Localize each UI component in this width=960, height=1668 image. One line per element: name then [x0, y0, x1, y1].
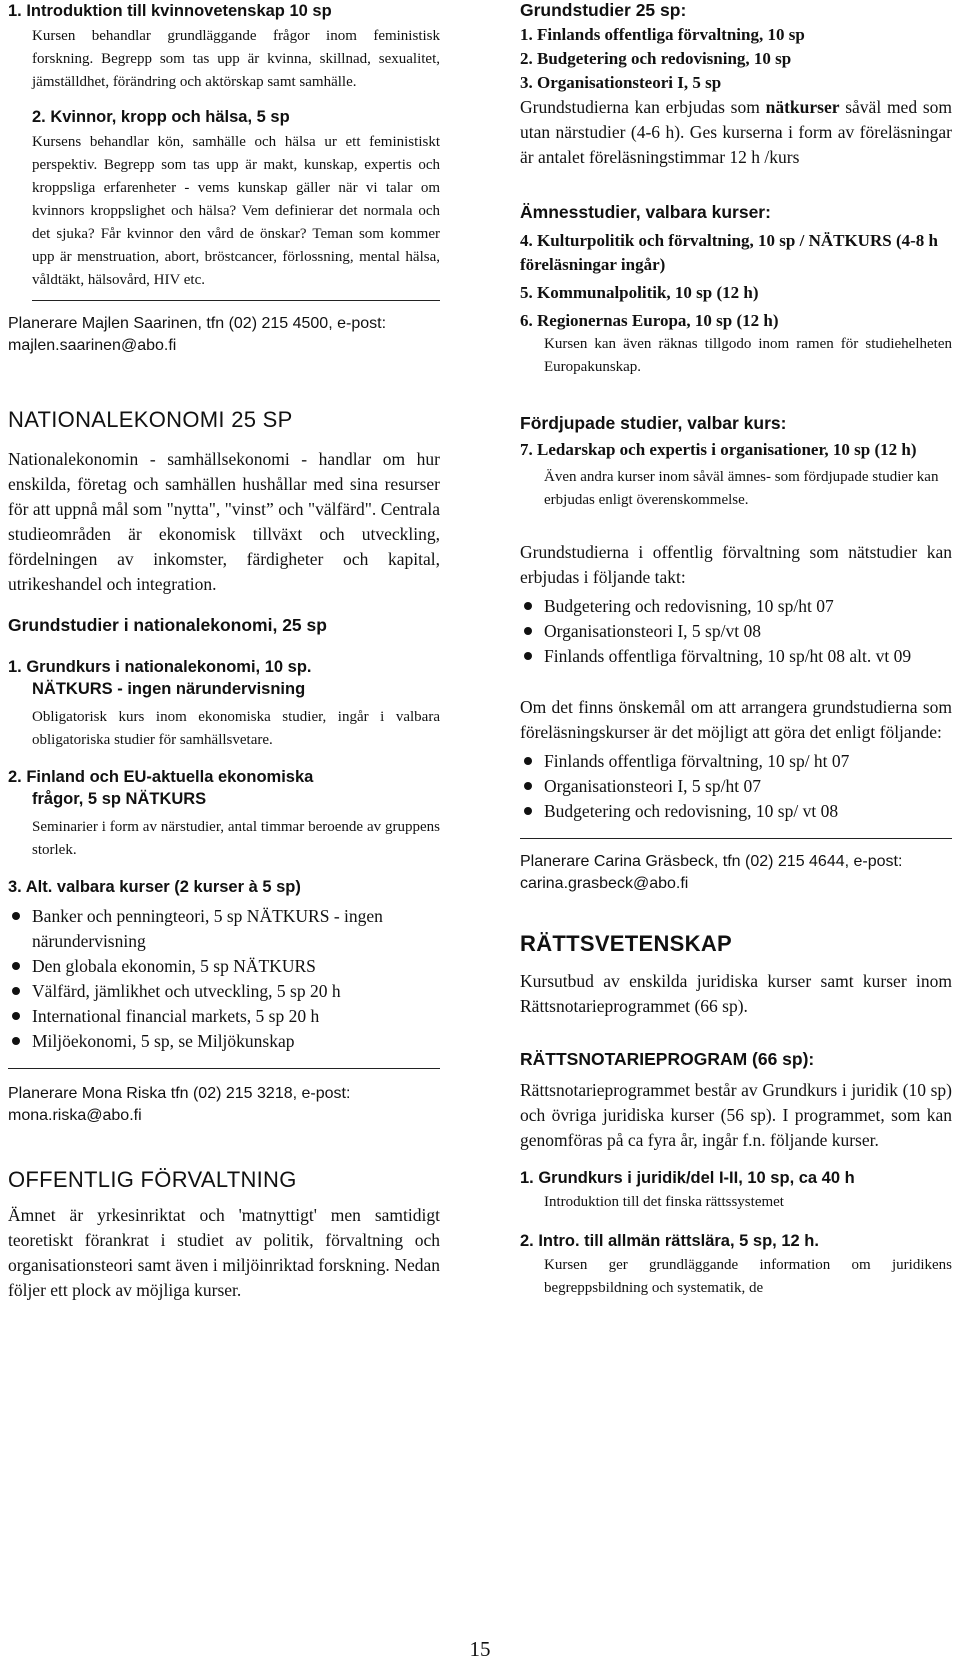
- right-column: [520, 0, 952, 1300]
- list-item: Miljöekonomi, 5 sp, se Miljökunskap: [8, 1029, 440, 1054]
- list-item: Organisationsteori I, 5 sp/vt 08: [520, 619, 952, 644]
- bullet-icon: [12, 1012, 20, 1020]
- bullet-icon: [12, 987, 20, 995]
- section-heading-offentlig-forvaltning: OFFENTLIG FÖRVALTNING: [8, 1167, 297, 1192]
- course-title: 2. Finland och EU-aktuella ekonomiska: [8, 768, 314, 786]
- course-title: 7. Ledarskap och expertis i organisationer, 10 sp (12 h): [520, 440, 917, 459]
- section-intro: Rättsnotarieprogrammet består av Grundkurs i juridik (10 sp) och övriga juridiska kurser (56 sp). I programmet, som kan genomföras på ca fyra år, ingår f.n. följande kurser.: [520, 1080, 952, 1150]
- course-title: 6. Regionernas Europa, 10 sp (12 h): [520, 311, 779, 330]
- list-item: International financial markets, 5 sp 20 h: [8, 1004, 440, 1029]
- bullet-icon: [524, 782, 532, 790]
- course-title-line2: NÄTKURS - ingen närundervisning: [32, 680, 306, 698]
- list-item: Budgetering och redovisning, 10 sp/ vt 08: [520, 799, 952, 824]
- planner-contact: Planerare Carina Gräsbeck, tfn (02) 215 4644, e-post: carina.grasbeck@abo.fi: [520, 853, 903, 892]
- course-description: Även andra kurser inom såväl ämnes- som fördjupade studier kan erbjudas enligt överenskommelse.: [544, 469, 939, 508]
- course-title-line2: frågor, 5 sp NÄTKURS: [32, 790, 207, 808]
- list-item: Budgetering och redovisning, 10 sp/ht 07: [520, 594, 952, 619]
- course-description: Kursens behandlar kön, samhälle och hälsa ur ett feministiskt perspektiv. Begrepp som tas upp är makt, kunskap, expertis och kroppsliga erfarenheter - vems kunskap gäller när vi talar om kvinnors kroppslighet och hälsa? Vem definierar det normala och det sjuka? Får kvinnor den vård de önskar? Teman som kommer upp är menstruation, abort, bröstcancer, förlossning, mental hälsa, våldtäkt, hälsovård, HIV etc.: [32, 134, 440, 288]
- divider: [520, 838, 952, 839]
- left-column: [8, 0, 440, 1303]
- course-title: 1. Grundkurs i juridik/del I-II, 10 sp, ca 40 h: [520, 1169, 855, 1187]
- course-title: 1. Introduktion till kvinnovetenskap 10 sp: [8, 2, 332, 20]
- section-intro: Ämnet är yrkesinriktat och 'matnyttigt' men samtidigt teoretiskt förankrat i studiet av politik, förvaltning och organisationsteori samt även i miljöinriktad forskning. Nedan följer ett plock av möjliga kurser.: [8, 1205, 440, 1300]
- schedule-list: [520, 594, 952, 669]
- paragraph: Grundstudierna i offentlig förvaltning som nätstudier kan erbjudas i följande takt:: [520, 542, 952, 587]
- section-intro: Nationalekonomin - samhällsekonomi - handlar om hur enskilda, företag och samhällen hushållar med sina resurser för att uppnå mål som "nytta", "vinst” och "välfärd". Centrala studieområden är ekonomisk tillväxt och utveckling, fördelningen av inkomster, färdigheter och kapital, utrikeshandel och integration.: [8, 449, 440, 594]
- planner-contact: Planerare Mona Riska tfn (02) 215 3218, e-post: mona.riska@abo.fi: [8, 1085, 351, 1124]
- bullet-icon: [524, 757, 532, 765]
- section-heading-rattsvetenskap: RÄTTSVETENSKAP: [520, 931, 732, 956]
- course-description: Kursen behandlar grundläggande frågor inom feministisk forskning. Begrepp som tas upp är kvinna, skillnad, sexualitet, jämställdhet, förändring och aktörskap samt samhälle.: [32, 28, 440, 90]
- course-title: 2. Intro. till allmän rättslära, 5 sp, 12 h.: [520, 1232, 819, 1250]
- bullet-icon: [12, 912, 20, 920]
- subsection-heading: Ämnesstudier, valbara kurser:: [520, 202, 771, 222]
- divider: [32, 300, 440, 301]
- list-item: Organisationsteori I, 5 sp/ht 07: [520, 774, 952, 799]
- divider: [8, 1068, 440, 1069]
- course-description: Obligatorisk kurs inom ekonomiska studier, ingår i valbara obligatoriska studier för samhällsvetare.: [32, 709, 440, 748]
- schedule-list: [520, 749, 952, 824]
- list-item: Välfärd, jämlikhet och utveckling, 5 sp 20 h: [8, 979, 440, 1004]
- bullet-icon: [12, 962, 20, 970]
- course-title: 1. Finlands offentliga förvaltning, 10 sp: [520, 25, 805, 44]
- list-item: Finlands offentliga förvaltning, 10 sp/ht 08 alt. vt 09: [520, 644, 952, 669]
- course-title: 2. Kvinnor, kropp och hälsa, 5 sp: [32, 108, 290, 126]
- section-intro: Kursutbud av enskilda juridiska kurser samt kurser inom Rättsnotarieprogrammet (66 sp).: [520, 971, 952, 1016]
- section-heading-nationalekonomi: NATIONALEKONOMI 25 SP: [8, 407, 293, 432]
- course-title: 4. Kulturpolitik och förvaltning, 10 sp / NÄTKURS (4-8 h föreläsningar ingår): [520, 231, 938, 274]
- planner-contact: Planerare Majlen Saarinen, tfn (02) 215 4500, e-post: majlen.saarinen@abo.fi: [8, 315, 387, 354]
- course-title: 3. Organisationsteori I, 5 sp: [520, 73, 722, 92]
- bullet-icon: [524, 652, 532, 660]
- course-description: Kursen ger grundläggande information om juridikens begreppsbildning och systematik, de: [544, 1257, 952, 1296]
- course-title: 3. Alt. valbara kurser (2 kurser à 5 sp): [8, 878, 301, 896]
- bullet-icon: [12, 1037, 20, 1045]
- course-description: Introduktion till det finska rättssystemet: [544, 1194, 784, 1210]
- list-item: Banker och penningteori, 5 sp NÄTKURS - ingen närundervisning: [8, 904, 440, 954]
- bullet-icon: [524, 627, 532, 635]
- elective-list: [8, 904, 440, 1054]
- bullet-icon: [524, 807, 532, 815]
- subsection-heading: RÄTTSNOTARIEPROGRAM (66 sp):: [520, 1049, 815, 1069]
- course-description: Kursen kan även räknas tillgodo inom ramen för studiehelheten Europakunskap.: [544, 336, 952, 375]
- subsection-heading: Grundstudier i nationalekonomi, 25 sp: [8, 615, 327, 635]
- course-description: Grundstudierna kan erbjudas som nätkurser såväl med som utan närstudier (4-6 h). Ges kurserna i form av föreläsningar är antalet föreläsningstimmar 12 h /kurs: [520, 97, 952, 167]
- list-item: Den globala ekonomin, 5 sp NÄTKURS: [8, 954, 440, 979]
- subsection-heading: Fördjupade studier, valbar kurs:: [520, 413, 787, 433]
- list-item: Finlands offentliga förvaltning, 10 sp/ ht 07: [520, 749, 952, 774]
- paragraph: Om det finns önskemål om att arrangera grundstudierna som föreläsningskurser är det möjligt att göra det enligt följande:: [520, 697, 952, 742]
- course-title: 1. Grundkurs i nationalekonomi, 10 sp.: [8, 658, 312, 676]
- course-title: 2. Budgetering och redovisning, 10 sp: [520, 49, 792, 68]
- course-title: 5. Kommunalpolitik, 10 sp (12 h): [520, 283, 759, 302]
- course-description: Seminarier i form av närstudier, antal timmar beroende av gruppens storlek.: [32, 819, 440, 858]
- bullet-icon: [524, 602, 532, 610]
- page-number: 15: [469, 1637, 491, 1661]
- subsection-heading: Grundstudier 25 sp:: [520, 0, 687, 20]
